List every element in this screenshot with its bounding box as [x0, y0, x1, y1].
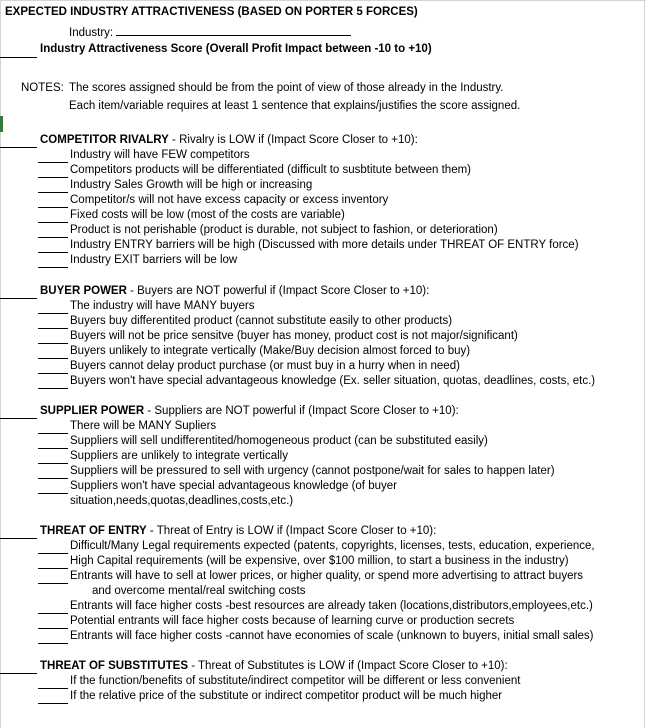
section-item: Buyers buy differentited product (cannot substitute easily to other products): [70, 315, 453, 327]
item-score-blank[interactable]: [38, 252, 68, 253]
section-subtitle: - Threat of Substitutes is LOW if (Impact Score Closer to +10):: [188, 660, 508, 672]
section-score-blank[interactable]: [0, 298, 37, 299]
section-item: Competitor/s will not have excess capacity or excess inventory: [70, 194, 389, 206]
section-title: COMPETITOR RIVALRY: [40, 134, 169, 146]
section-score-blank[interactable]: [0, 673, 37, 674]
section-item: Industry EXIT barriers will be low: [70, 254, 238, 266]
section-item: The industry will have MANY buyers: [70, 300, 255, 312]
item-score-blank[interactable]: [38, 222, 68, 223]
section-item: If the function/benefits of substitute/indirect competitor will be different or less convenient: [70, 675, 521, 687]
item-score-blank[interactable]: [38, 553, 68, 554]
section-item: Entrants will face higher costs -cannot have economies of scale (unknown to buyers, initial small sales): [70, 630, 594, 642]
item-score-blank[interactable]: [38, 328, 68, 329]
section-item: Suppliers will be pressured to sell with urgency (cannot postpone/wait for sales to happen later): [70, 465, 555, 477]
item-score-blank[interactable]: [38, 177, 68, 178]
section-heading: [40, 524, 436, 539]
score-blank[interactable]: [0, 57, 37, 58]
section-subtitle: - Suppliers are NOT powerful if (Impact Score Closer to +10):: [144, 405, 459, 417]
item-score-blank[interactable]: [38, 628, 68, 629]
item-score-blank[interactable]: [38, 448, 68, 449]
industry-label: Industry:: [69, 27, 114, 39]
item-score-blank[interactable]: [38, 343, 68, 344]
item-score-blank[interactable]: [38, 703, 68, 704]
section-item: Entrants will have to sell at lower prices, or higher quality, or spend more advertising to attract buyers: [70, 570, 584, 582]
item-score-blank[interactable]: [38, 493, 68, 494]
section-title: BUYER POWER: [40, 285, 127, 297]
section-score-blank[interactable]: [0, 538, 37, 539]
section-item: Buyers won't have special advantageous knowledge (Ex. seller situation, quotas, deadlines, costs, etc.): [70, 375, 596, 387]
note-1: The scores assigned should be from the point of view of those already in the Industry.: [69, 82, 504, 94]
section-item: Industry Sales Growth will be high or increasing: [70, 179, 313, 191]
right-border: [644, 0, 645, 728]
left-border: [0, 0, 1, 728]
section-score-blank[interactable]: [0, 147, 37, 148]
section-score-blank[interactable]: [0, 418, 37, 419]
top-border: [0, 0, 646, 1]
item-score-blank[interactable]: [38, 192, 68, 193]
section-item: Buyers cannot delay product purchase (or must buy in a hurry when in need): [70, 360, 460, 372]
item-score-blank[interactable]: [38, 613, 68, 614]
section-item: Competitors products will be differentiated (difficult to susbtitute between them): [70, 164, 472, 176]
section-item: Difficult/Many Legal requirements expected (patents, copyrights, licenses, tests, education, experience,: [70, 540, 595, 552]
note-2: Each item/variable requires at least 1 sentence that explains/justifies the score assigned.: [69, 100, 521, 112]
score-label: Industry Attractiveness Score (Overall Profit Impact between -10 to +10): [40, 43, 432, 55]
section-subtitle: - Rivalry is LOW if (Impact Score Closer to +10):: [168, 134, 418, 146]
notes-label: NOTES:: [21, 82, 64, 94]
section-item: High Capital requirements (will be expensive, over $100 million, to start a business in the industry): [70, 555, 569, 567]
section-item: Buyers unlikely to integrate vertically (Make/Buy decision almost forced to buy): [70, 345, 471, 357]
item-score-blank[interactable]: [38, 358, 68, 359]
industry-input-line[interactable]: [116, 24, 351, 36]
section-item: Industry will have FEW competitors: [70, 149, 250, 161]
item-score-blank[interactable]: [38, 583, 68, 584]
section-item: Entrants will face higher costs -best resources are already taken (locations,distributors,employees,etc.): [70, 600, 593, 612]
item-score-blank[interactable]: [38, 237, 68, 238]
section-item: situation,needs,quotas,deadlines,costs,etc.): [70, 495, 294, 507]
section-item: There will be MANY Supliers: [70, 420, 217, 432]
item-score-blank[interactable]: [38, 313, 68, 314]
section-item: Suppliers won't have special advantageous knowledge (of buyer: [70, 480, 397, 492]
item-score-blank[interactable]: [38, 463, 68, 464]
item-score-blank[interactable]: [38, 568, 68, 569]
section-title: THREAT OF ENTRY: [40, 525, 147, 537]
section-heading: [40, 133, 418, 148]
item-score-blank[interactable]: [38, 267, 68, 268]
item-score-blank[interactable]: [38, 373, 68, 374]
item-score-blank[interactable]: [38, 433, 68, 434]
section-item: Suppliers will sell undifferentited/homogeneous product (can be substituted easily): [70, 435, 488, 447]
section-item: Suppliers are unlikely to integrate vertically: [70, 450, 288, 462]
section-item: Industry ENTRY barriers will be high (Discussed with more details under THREAT OF ENTRY force): [70, 239, 579, 251]
item-score-blank[interactable]: [38, 388, 68, 389]
section-item: and overcome mental/real switching costs: [92, 585, 306, 597]
section-title: THREAT OF SUBSTITUTES: [40, 660, 189, 672]
section-heading: [40, 659, 508, 674]
item-score-blank[interactable]: [38, 688, 68, 689]
item-score-blank[interactable]: [38, 162, 68, 163]
section-item: Buyers will not be price sensitve (buyer has money, product cost is not major/significant): [70, 330, 518, 342]
section-item: Product is not perishable (product is durable, not subject to fashion, or deterioration): [70, 224, 498, 236]
section-item: If the relative price of the substitute or indirect competitor product will be much higher: [70, 690, 503, 702]
page-title: EXPECTED INDUSTRY ATTRACTIVENESS (BASED ON PORTER 5 FORCES): [5, 6, 418, 18]
section-title: SUPPLIER POWER: [40, 405, 145, 417]
section-item: Potential entrants will face higher costs because of learning curve or production secrets: [70, 615, 515, 627]
section-subtitle: - Buyers are NOT powerful if (Impact Score Closer to +10):: [126, 285, 430, 297]
item-score-blank[interactable]: [38, 207, 68, 208]
section-item: Fixed costs will be low (most of the costs are variable): [70, 209, 345, 221]
section-heading: [40, 404, 459, 419]
section-subtitle: - Threat of Entry is LOW if (Impact Score Closer to +10):: [146, 525, 437, 537]
item-score-blank[interactable]: [38, 478, 68, 479]
item-score-blank[interactable]: [38, 643, 68, 644]
industry-field[interactable]: [69, 24, 351, 41]
selected-row-marker: [0, 116, 3, 132]
section-heading: [40, 284, 429, 299]
